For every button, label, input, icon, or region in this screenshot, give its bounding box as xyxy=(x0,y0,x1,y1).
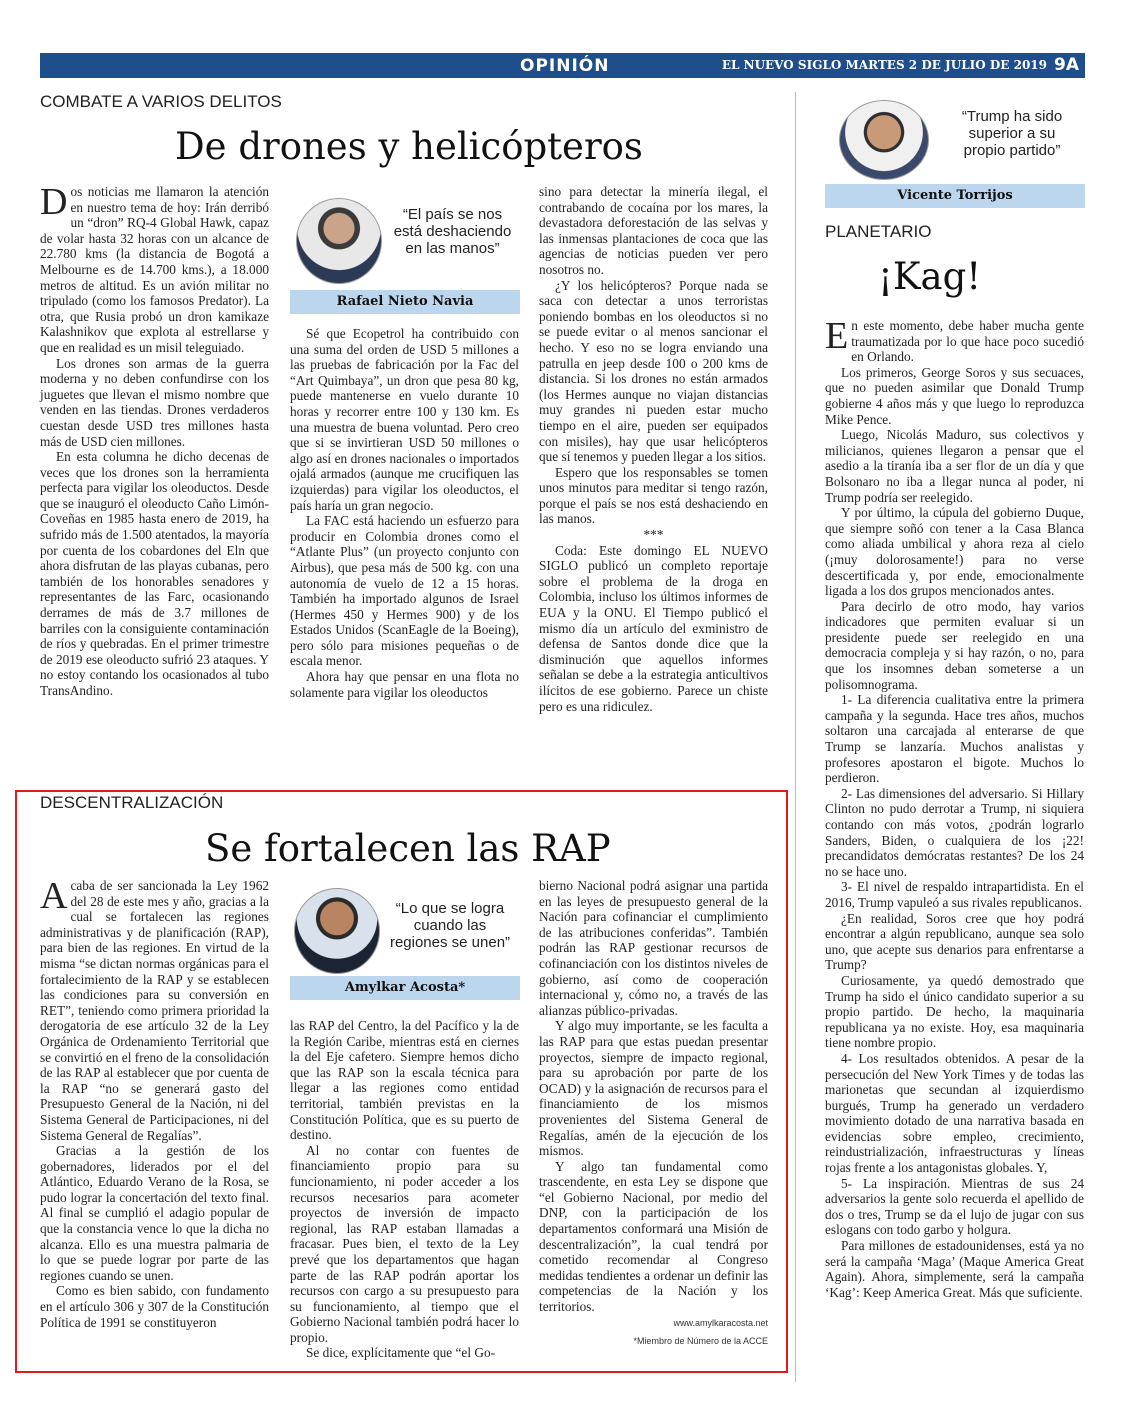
author-name: Vicente Torrijos xyxy=(825,184,1085,208)
pull-quote: “Trump ha sido superior a su propio partido” xyxy=(961,108,1063,159)
drop-cap: D xyxy=(40,181,68,223)
article1-title: De drones y helicópteros xyxy=(175,125,643,168)
article1-column-3: sino para detectar la minería ilegal, el contrabando de cocaína por los mares, la devastadora deforestación de las selvas y las inmensas plantaciones de coca que las agencias de noticias pueden ver pero nosotros no. ¿Y los helicópteros? Porque nada se saca con detectar a unos terroristas poniendo bombas en los oleoductos si no se puede evitar o al menos sancionar el hecho. Y eso no se logra enviando una patrulla en jeep desde 100 o 200 kms de distancia. Si los drones no están armados (los Hermes aunque no viajan distancias muy grandes ni pueden estar mucho tiempo en el aire, pueden ser equipados con misiles), hay que usar helicópteros que sí tenemos y pueden llegar a los sitios. Espero que los responsables se tomen unos minutos para meditar si tengo razón, porque el país se nos está deshaciendo en las manos. *** Coda: Este domingo EL NUEVO SIGLO publicó un completo reportaje sobre el problema de la droga en Colombia, incluso los últimos informes de EUA y la ONU. El Tiempo publicó el mismo día un artículo del exministro de defensa de Santos donde dice que la disminución que aquellos informes señalan se debe a la estrategia anticultivos ilícitos de ese gobierno. Parece un chiste pero es una ridiculez. xyxy=(539,184,768,714)
article2-author-box xyxy=(290,884,520,1002)
article2-column-3: bierno Nacional podrá asignar una partida en las leyes de presupuesto general de la Nación para cofinanciar el cumplimiento de las atribuciones conferidas”. También podrán las RAP gestionar recursos de cofinanciación con los distintos niveles de gobierno, así como de cooperación internacional y, cómo no, a través de las alianzas público-privadas. Y algo muy importante, se les faculta a las RAP para que estas puedan presentar proyectos, siempre de impacto regional, para su aprobación por parte de los OCAD) y la asignación de recursos para el financiamiento de los mismos provenientes del Sistema General de Regalías, amén de la ejecución de los mismos. Y algo tan fundamental como trascendente, en esta Ley se dispone que “el Gobierno Nacional, por medio del DNP, con la participación de los departamentos conformará una Misión de descentralización”, la cual tendrá por cometido recomendar al Congreso medidas tendientes a ordenar un definir las competencias de la Nación y los territorios. xyxy=(539,878,768,1315)
article3-kicker: PLANETARIO xyxy=(825,222,932,241)
pull-quote: “Lo que se logra cuando las regiones se unen” xyxy=(389,900,511,951)
page-header xyxy=(40,53,1085,78)
column-divider xyxy=(795,92,796,1382)
article1-kicker: COMBATE A VARIOS DELITOS xyxy=(40,92,282,111)
article2-column-2: las RAP del Centro, la del Pacífico y la de la Región Caribe, mientras está en ciernes la del Eje cafetero. Siempre hemos dicho que las RAP son la escala técnica para llegar a las regiones como entidad territorial, también previstas en la Constitución Política, que es su puerto de destino. Al no contar con fuentes de financiamiento propio para su funcionamiento, ni poder acceder a los recursos necesarios para acometer proyectos de inversión de impacto regional, las RAP estaban llamadas a fracasar. Pues bien, el texto de la Ley prevé que los departamentos que hagan parte de las RAP podrán aportar los recursos con cargo a su presupuesto para su funcionamiento, al tiempo que el Gobierno Nacional también podrá hacer lo propio. Se dice, explícitamente que “el Go- xyxy=(290,1018,519,1361)
author-photo xyxy=(839,100,929,180)
article3-column: En este momento, debe haber mucha gente traumatizada por lo que hace poco sucedió en Orlando. Los primeros, George Soros y sus secuaces, que no pueden asimilar que Donald Trump gobierne 4 años más y que luego lo reproduzca Mike Pence. Luego, Nicolás Maduro, sus colectivos y milicianos, quienes llegaron a pensar que el asedio a la tiranía iba a ser flor de un día y que Bolsonaro no iba a llegar nunca al poder, ni Trump podría ser reelegido. Y por último, la cúpula del gobierno Duque, que siempre soñó con tener a la Casa Blanca como aliada umbilical y ahora reza al cielo (¡muy dolorosamente!) para no verse descertificada y, por ende, emocionalmente ligada a los dos grupos mencionados antes. Para decirlo de otro modo, hay varios indicadores que permiten evaluar si un presidente puede ser reelegido en una democracia compleja y si hay razón, o no, para que los insomnes deban someterse a un polisomnograma. 1- La diferencia cualitativa entre la primera campaña y la segunda. Hace tres años, muchos soltaron una carcajada al enterarse de que Trump se lanzaría. Muchos analistas y profesores apostaron el bigote. Muchos lo perdieron. 2- Las dimensiones del adversario. Si Hillary Clinton no pudo derrotar a Trump, ni siquiera contando con más votos, ¿podrán lograrlo Sanders, Biden, o cualquiera de los ¡22! precandidatos demócratas restantes? De los 24 no se hace uno. 3- El nivel de respaldo intrapartidista. En el 2016, Trump vapuleó a sus rivales republicanos. ¿En realidad, Soros cree que hoy podrá encontrar a algún republicano, aunque sea solo uno, que acepte sus denarios para enfrentarse a Trump? Curiosamente, ya quedó demostrado que Trump ha sido el único candidato superior a su propio partido. De hecho, la maquinaria republicana ya no existe. Hoy, esa maquinaria tiene nombre propio. 4- Los resultados obtenidos. A pesar de la persecución del New York Times y de todas las marionetas que secundan al izquierdismo burgués, Trump ha generado un verdadero movimiento dotado de una narrativa basada en evidencias sobre empleo, crecimiento, reindustrialización, infraestructuras y líneas rojas frente a los antagonistas globales. Y, 5- La inspiración. Mientras de sus 24 adversarios la gente solo recuerda el apellido de dos o tres, Trump se da el lujo de jugar con sus eslogans con todo garbo y holgura. Para millones de estadounidenses, está ya no será la campaña ‘Maga’ (Maque America Great Again). Ahora, simplemente, será la campaña ‘Kag’: Keep America Great. Más que suficiente. xyxy=(825,315,1084,1300)
drop-cap: E xyxy=(825,315,849,357)
author-name: Rafael Nieto Navia xyxy=(290,290,520,314)
issue-date: EL NUEVO SIGLO MARTES 2 DE JULIO DE 2019 xyxy=(721,58,1047,72)
article1-column-1: Dos noticias me llamaron la atención en nuestro tema de hoy: Irán derribó un “dron” RQ-4 Global Hawk, capaz de volar hasta 32 horas con un alcance de 22.780 kms (la distancia de Bogotá a Melbourne es de 14.700 kms.), a 18.000 metros de altitud. Es un avión militar no tripulado (como los famosos Predator). La otra, que Rusia probó un dron kamikaze Kalashnikov que explota al estrellarse y que en realidad es un misil teleguiado. Los drones son armas de la guerra moderna y no deben confundirse con los juguetes que llevan el mismo nombre que venden en las tiendas. Drones verdaderos cuestan desde USD tres millones hasta más de USD cien millones. En esta columna he dicho decenas de veces que los drones son la herramienta perfecta para vigilar los oleoductos. Desde que se inauguró el oleoducto Caño Limón-Coveñas en 1985 hasta enero de 2019, ha sufrido más de 1.500 atentados, la mayoría por cuenta de los cobardones del Eln que ahora disfrutan de las playas cubanas, pero también de los honorables senadores y representantes de las Farc, ocasionando derrames de más de 3.7 millones de barriles con la consiguiente contaminación de ríos y quebradas. En el primer trimestre de 2019 ese oleoducto sufrió 23 ataques. Y no estoy contando los ocasionados al tubo TransAndino. xyxy=(40,181,269,698)
article1-author-box xyxy=(290,192,520,316)
section-title: OPINIÓN xyxy=(520,56,610,76)
page-number: 9A xyxy=(1054,55,1079,75)
author-footnote: *Miembro de Número de la ACCE xyxy=(633,1336,768,1346)
article2-title: Se fortalecen las RAP xyxy=(205,827,611,870)
article2-column-1: Acaba de ser sancionada la Ley 1962 del 28 de este mes y año, gracias a la cual se fortalecen las regiones administrativas y de planificación (RAP), para bien de las regiones. En virtud de la misma “se dictan normas orgánicas para el fortalecimiento de la RAP y se establecen las condiciones para su conversión en RET”, teniendo como primera prioridad la derogatoria de ese artículo 32 de la Ley Orgánica de Ordenamiento Territorial que se convirtió en el freno de la consolidación de las RAP al establecer que por cuenta de la RAP “no se generará gasto del Presupuesto General de la Nación, ni del Sistema General de Participaciones, ni del Sistema General de Regalías”. Gracias a la gestión de los gobernadores, liderados por el del Atlántico, Eduardo Verano de la Rosa, se pudo lograr la concertación del texto final. Al final se cumplió el adagio popular de que la constancia vence lo que la dicha no alcanza. Ello es una muestra palmaria de lo que se puede lograr por parte de las regiones cuando se unen. Como es bien sabido, con fundamento en el artículo 306 y 307 de la Constitución Política de 1991 se constituyeron xyxy=(40,875,269,1330)
author-name: Amylkar Acosta* xyxy=(290,976,520,1000)
article1-column-2: Sé que Ecopetrol ha contribuido con una suma del orden de USD 5 millones a las pruebas de fabricación por la Fac del “Art Quimbaya”, un dron que pesa 80 kg, puede mantenerse en vuelo durante 10 horas y recorrer entre 100 y 130 km. Es una muestra de buena voluntad. Pero creo que si se invirtieran USD 50 millones o algo así en drones nacionales o importados ojalá armados (aunque me crucifiquen las izquierdas) para vigilar los oleoductos, el país haría un gran negocio. La FAC está haciendo un esfuerzo para producir en Colombia drones como el “Atlante Plus” (un proyecto conjunto con Airbus), que pesa más de 500 kg. con una autonomía de vuelo de 12 a 15 horas. También ha importado algunos de Israel (Hermes 450 y Hermes 900) y de los Estados Unidos (ScanEagle de la Boeing), pero sólo para misiones pequeñas o de escala menor. Ahora hay que pensar en una flota no solamente para vigilar los oleoductos xyxy=(290,326,519,700)
drop-cap: A xyxy=(40,875,68,917)
author-photo xyxy=(294,888,380,974)
article3-author-box xyxy=(825,92,1085,210)
author-photo xyxy=(296,198,382,284)
author-website: www.amylkaracosta.net xyxy=(673,1318,768,1328)
pull-quote: “El país se nos está deshaciendo en las manos” xyxy=(393,206,512,257)
article2-kicker: DESCENTRALIZACIÓN xyxy=(40,793,224,812)
article3-title: ¡Kag! xyxy=(878,255,982,298)
